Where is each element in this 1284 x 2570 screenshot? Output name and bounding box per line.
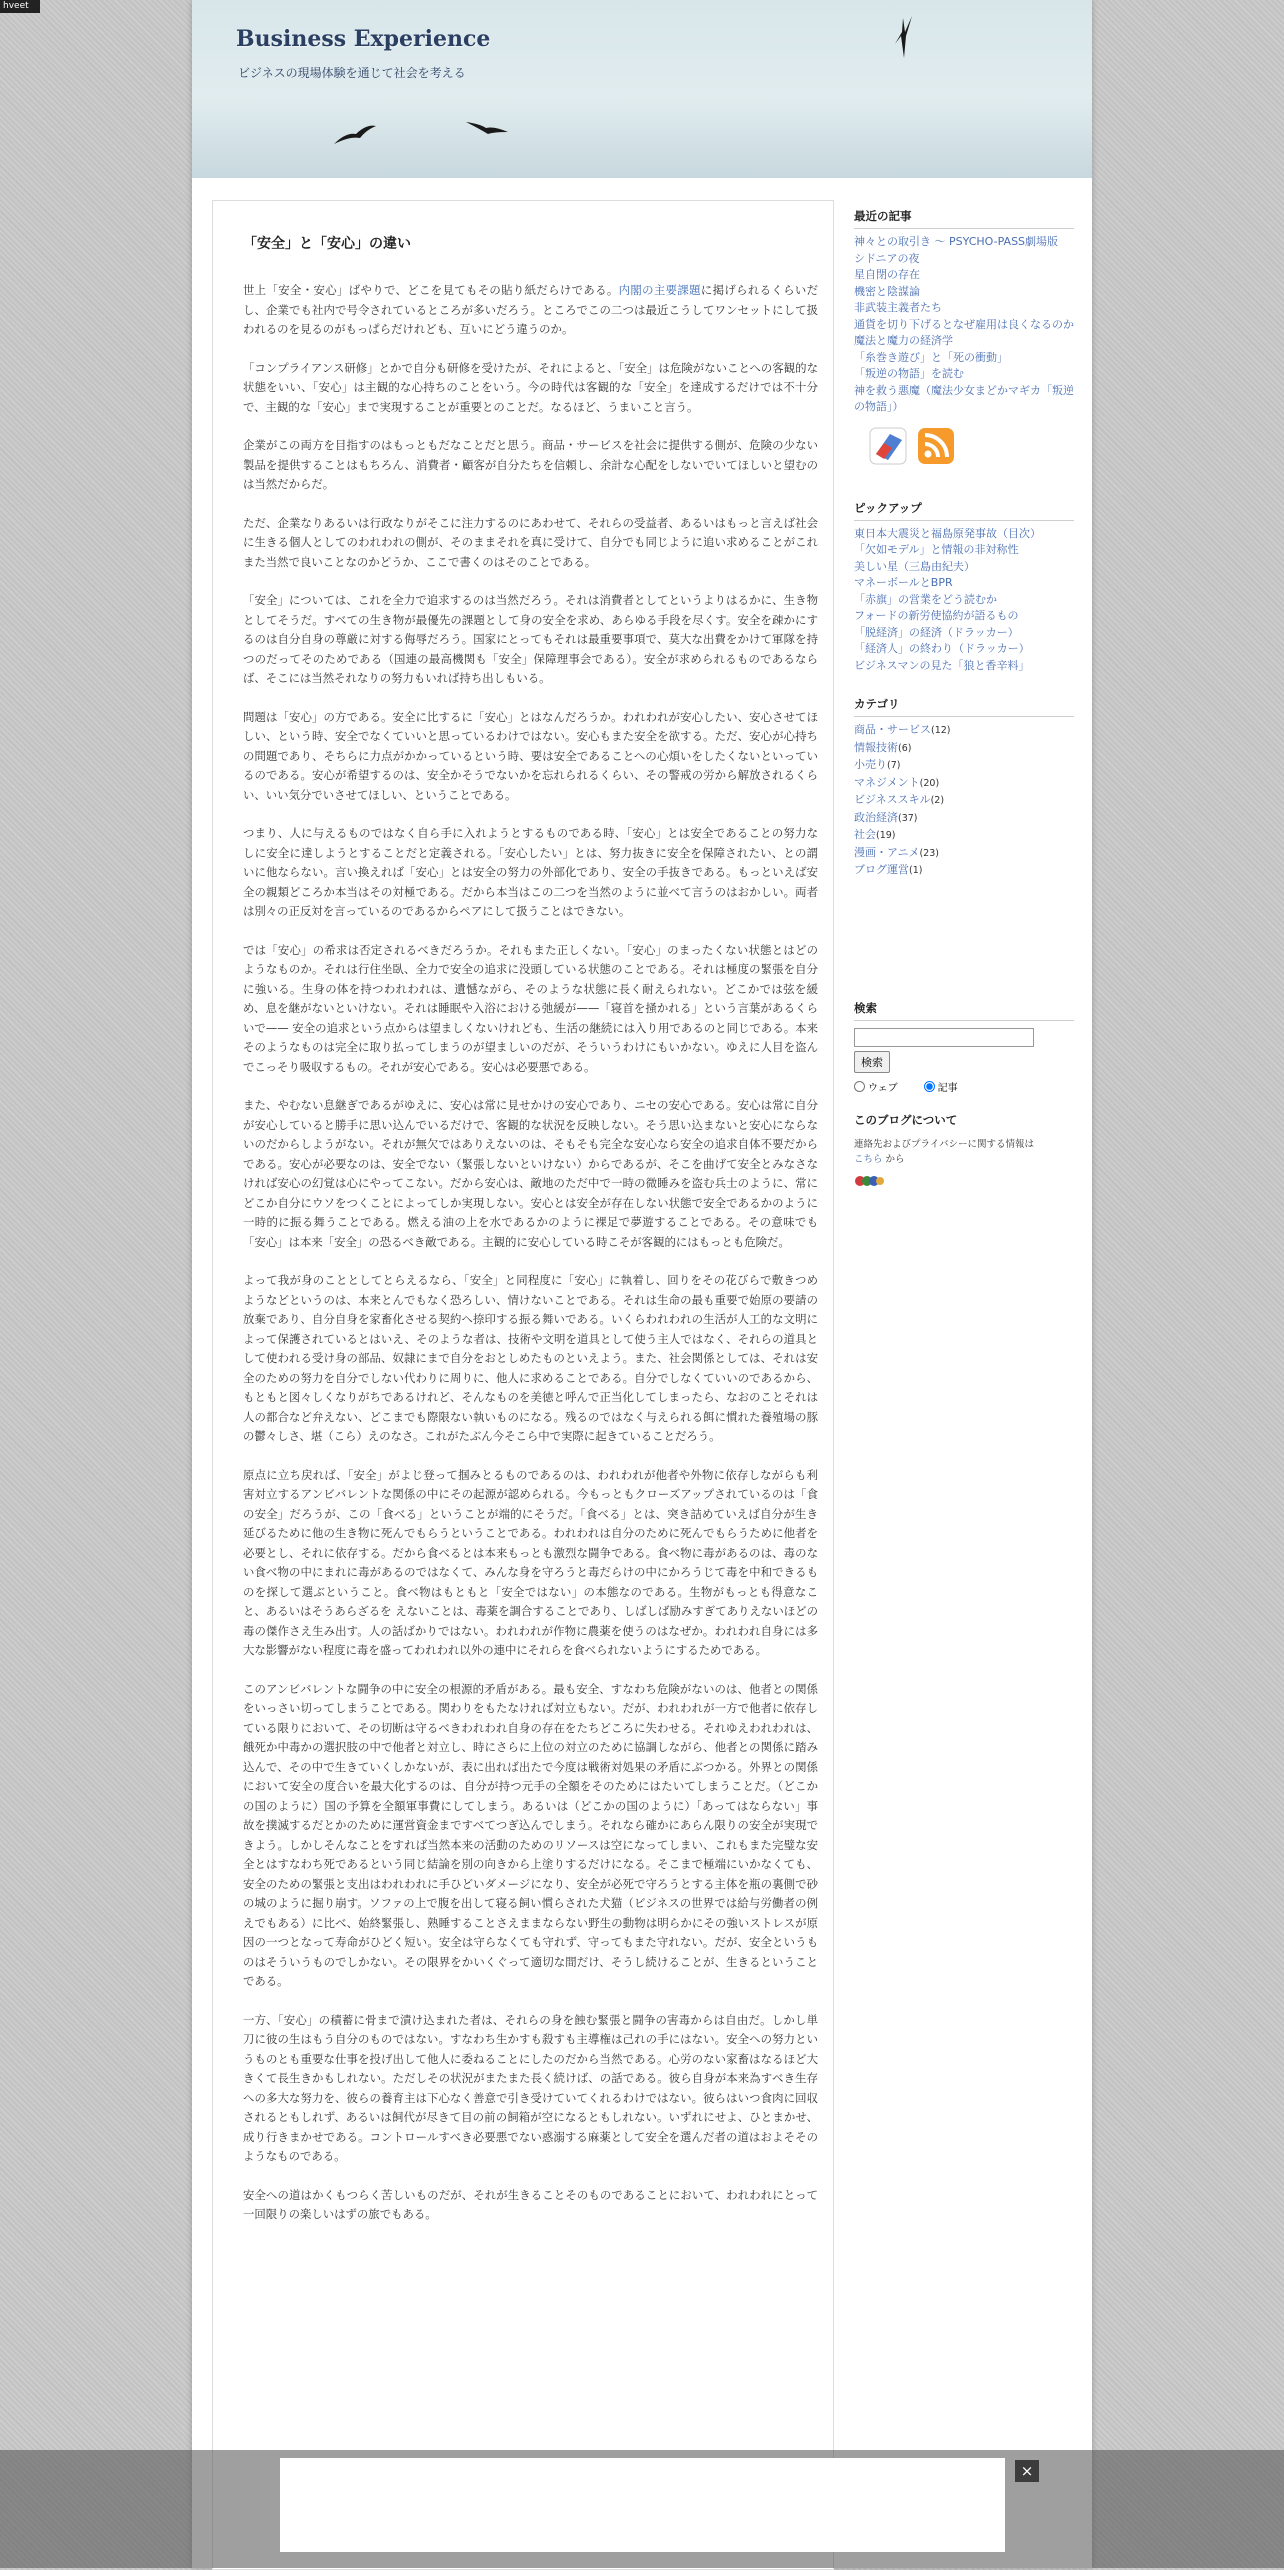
category-link[interactable]: 社会	[854, 828, 876, 841]
category-count: (6)	[898, 742, 912, 754]
category-link[interactable]: 政治経済	[854, 810, 898, 824]
post-title[interactable]: 「安全」と「安心」の違い	[243, 236, 411, 252]
search-widget	[854, 1000, 1074, 1095]
radio-web[interactable]	[854, 1081, 865, 1092]
list-item	[854, 845, 1074, 863]
category-link[interactable]: 漫画・アニメ	[854, 845, 920, 859]
list-item	[854, 350, 1074, 367]
post-paragraph: つまり、人に与えるものではなく自ら手に入れようとするものである時、「安心」とは安全であることの努力なしに安全に達しようとすることだと定義される。「安心したい」とは、努力抜きに安全を保障されたい、との謂いに他ならない。言い換えれば「安心」とは安全の努力の外部化であり、安全の手抜きである。もっといえば安全の親類どころか本当はその対極である。だから本当はこの二つを当然のように並べて言うのはおかしい。両者は別々の正反対を言っているのであるからペアにして扱うことはできない。	[243, 826, 818, 918]
list-item	[854, 775, 1074, 793]
radio-post[interactable]	[924, 1081, 935, 1092]
post-article	[212, 200, 834, 2570]
list-item	[854, 300, 1074, 317]
list-item	[854, 792, 1074, 810]
pickup-link[interactable]: 美しい星（三島由紀夫）	[854, 559, 975, 573]
site-description: ビジネスの現場体験を通じて社会を考える	[238, 66, 466, 80]
widget-title: このブログについて	[854, 1113, 958, 1127]
category-widget	[854, 696, 1074, 880]
pickup-link[interactable]: 「赤旗」の営業をどう読むか	[854, 592, 997, 606]
about-link[interactable]: こちら	[854, 1154, 883, 1165]
list-item	[854, 641, 1074, 658]
post-paragraph: 安全への道はかくもつらく苦しいものだが、それが生きることそのものであることにおいて、われわれにとって一回限りの楽しいはずの旅でもある。	[243, 2187, 818, 2221]
post-paragraph: 「コンプライアンス研修」とかで自分も研修を受けたが、それによると、「安全」は危険がないことへの客観的な状態をいい、「安心」は主観的な心持ちのことをいう。今の時代は客観的な「安全」を達成するだけでは不十分で、主観的な「安心」まで実現することが重要とのことだ。なるほど、うまいこと言う。	[243, 360, 818, 414]
site-header	[192, 0, 1092, 178]
radio-post-option[interactable]	[924, 1079, 958, 1094]
widget-title: ピックアップ	[854, 500, 1074, 521]
recent-post-link[interactable]: 機密と陰謀論	[854, 284, 920, 298]
sidebar	[854, 208, 1074, 1193]
search-button[interactable]: 検索	[854, 1051, 890, 1073]
pickup-link[interactable]: 東日本大震災と福島原発事故（目次）	[854, 526, 1041, 540]
pickup-link[interactable]: 「経済人」の終わり（ドラッカー）	[854, 642, 1030, 655]
list-item	[854, 267, 1074, 284]
category-list	[854, 722, 1074, 880]
category-link[interactable]: ブログ運営	[854, 863, 909, 876]
list-item	[854, 862, 1074, 880]
radio-label: ウェブ	[868, 1083, 898, 1094]
list-item	[854, 383, 1074, 416]
category-count: (12)	[931, 725, 951, 736]
site-title[interactable]: Business Experience	[236, 26, 491, 52]
pickup-link[interactable]: フォードの新労使協約が語るもの	[854, 609, 1019, 622]
post-body	[243, 281, 818, 2244]
pickup-list	[854, 526, 1074, 675]
category-count: (2)	[930, 795, 945, 806]
widget-title: カテゴリ	[854, 696, 1074, 717]
list-item	[854, 827, 1074, 845]
post-paragraph: では「安心」の希求は否定されるべきだろうか。それもまた正しくない。「安心」のまったくない状態とはどのようなものか。それは行住坐臥、全力で安全の追求に没頭している状態のことである。それは極度の緊張を自分に強いる。生身の体を持つわれわれは、遺憾ながら、そのような状態に長く耐えられない。どこかでは弦を緩め、息を継がないといけない。それは睡眠や入浴における弛緩が——「寝首を掻かれる」という言葉があるくらいで—— 安全の追求という点からは望ましくないけれども、生活の継続には入り用であるのと同じである。本来そのようなものは完全に取り払ってしまうのが望ましいのだが、そういうわけにもいかない。ゆえに人目を盗んでこっそり吸収するもの。それが安心である。安心は必要悪である。	[243, 942, 818, 1074]
category-count: (23)	[919, 847, 939, 859]
list-item	[854, 234, 1074, 251]
rss-icon[interactable]	[916, 426, 956, 466]
category-link[interactable]: ビジネススキル	[854, 793, 931, 806]
category-link[interactable]: 小売り	[854, 758, 887, 771]
post-paragraph: 企業がこの両方を目指すのはもっともだなことだと思う。商品・サービスを社会に提供する側が、危険の少ない製品を提供することはもちろん、消費者・顧客が自分たちを信頼し、余計な心配をしないでいてほしいと望むのは当然だからだ。	[243, 438, 818, 491]
list-item	[854, 722, 1074, 740]
list-item	[854, 740, 1074, 758]
recent-post-link[interactable]: 非武装主義者たち	[854, 301, 942, 314]
pickup-link[interactable]: ビジネスマンの見た「狼と香辛料」	[854, 658, 1030, 672]
list-item	[854, 559, 1074, 576]
ad-banner[interactable]	[280, 2458, 1005, 2552]
list-item	[854, 526, 1074, 543]
bookmark-icon[interactable]	[868, 426, 908, 466]
list-item	[854, 575, 1074, 592]
bird-icon	[892, 14, 914, 60]
category-count: (37)	[898, 812, 918, 824]
list-item	[854, 810, 1074, 828]
post-paragraph: 「安全」については、これを全力で追求するのは当然だろう。それは消費者としてというよりはるかに、生き物としてそうだ。すべての生き物が最優先の課題として身の安全を求め、あらゆる手段を尽くす。安全を疎かにするのは自分自身の尊厳に対する侮辱だろう。国家にとってもそれは最重要事項で、莫大な出費をかけて軍隊を持つのだってそのためである（国連の最高機関も「安全」保障理事会である）。安全が求められるものであるならば、そこには当然それなりの努力もいれば持ち出しもいる。	[243, 593, 818, 685]
list-item	[854, 366, 1074, 383]
category-count: (7)	[887, 760, 901, 771]
recent-post-link[interactable]: シドニアの夜	[854, 251, 920, 265]
recent-post-link[interactable]: 通貨を切り下げるとなぜ雇用は良くなるのか	[854, 317, 1074, 331]
list-item	[854, 542, 1074, 559]
list-item	[854, 251, 1074, 268]
pickup-widget	[854, 500, 1074, 675]
recent-posts-list	[854, 234, 1074, 416]
close-icon[interactable]: ×	[1015, 2460, 1039, 2482]
post-text: 世上「安全・安心」ばやりで、どこを見てもその貼り紙だらけである。	[243, 283, 619, 297]
post-paragraph: よって我が身のこととしてとらえるなら、「安全」と同程度に「安心」に執着し、回りをその花びらで敷きつめようなどというのは、本来とんでもなく恐ろしい、情けないことである。それは生命の最も重要で始原の要請の放棄であり、自分自身を家畜化させる契約へ捺印する振る舞いである。いくらわれわれの生活が人工的な文明によって保護されているとはいえ、そのような者は、技術や文明を道具として使う主人ではなく、それらの道具として使われる受け身の部品、奴隷にまで自分をおとしめたものといえよう。また、社会関係としては、それは安全のための努力を自分でしない代わりに周りに、他人に求めることである。自分でしなくていいのであるから、もともと図々しくなりがちであるけれど、そんなものを美徳と呼んで正当化してしまったら、なおのことそれは人の都合など弁えない、どこまでも際限ない執いものになる。残るのではなく与えられる餌に慣れた養殖場の豚の鬱々しさ、堪（こら）えのなさ。これがたぶん今そこら中で実際に起きていることだろう。	[243, 1273, 818, 1443]
about-text	[854, 1137, 1074, 1167]
list-item	[854, 333, 1074, 350]
pickup-link[interactable]: マネーボールとBPR	[854, 576, 953, 589]
corner-badge: hveet	[0, 0, 40, 13]
list-item	[854, 592, 1074, 609]
recent-post-link[interactable]: 魔法と魔力の経済学	[854, 334, 953, 347]
category-link[interactable]: 商品・サービス	[854, 723, 931, 736]
radio-label: 記事	[937, 1083, 958, 1094]
post-paragraph: 問題は「安心」の方である。安全に比するに「安心」とはなんだろうか。われわれが安心したい、安心させてほしい、という時、安全でなくていいと思っているわけではない。安心もまた安全を欲する。ただ、安心が心持ちの問題であり、そちらに力点がかかっているという時、要は安全であることへの心煩いをしたくないといっているのである。安心が希望するのは、安全かそうでないかを忘れられるくらい、その警戒の労から解放されるくらい、いい気分でいさせてほしい、ということである。	[243, 709, 818, 802]
post-paragraph: また、やむない息継ぎであるがゆえに、安心は常に見せかけの安心であり、ニセの安心である。安心は常に自分が安心していると勝手に思い込んでいるだけで、客観的な状況を反映しない。そう思い込まないと安心にならないのだからしようがない。それが無欠ではありえないのは、そもそも完全な安心なら安全の追求自体不要だからである。安心が必要なのは、安全でない（緊張しないといけない）からであるが、そこを曲げて安全とみなさなければ安心の幻覚は心にやってこない。だから安心は、敵地のただ中で一時の微睡みを盗む兵士のように、常にどこか自分にウソをつくことによってしか実現しない。安心とは安全が存在しない状態で安全であるかのように一時的に振る舞うことである。燃える油の上を水であるかのように裸足で夢遊することである。その意味でも「安心」は本来「安全」の恐るべき敵である。主観的に安心している時こそが客観的にはもっとも危険だ。	[243, 1098, 818, 1249]
recent-post-link[interactable]: 神を救う悪魔（魔法少女まどかマギカ「叛逆の物語」）	[854, 383, 1074, 413]
post-text: に掲げられるくらいだし、企業でも社内で号令されているところが多いだろう。ところでこの二つは最近こうしてワンセットにして扱われるのを見るのがもっぱらだけれども、互いにどう違うのか。	[243, 283, 818, 336]
post-paragraph: 原点に立ち戻れば、「安全」がよじ登って掴みとるものであるのは、われわれが他者や外物に依存しながらも利害対立するアンビバレントな関係の中にその起源が認められる。今もっともクローズアップされているのは「食の安全」だろうが、この「食べる」ということが端的にそうだ。「食べる」とは、突き詰めていえば自分が生き延びるために他の生き物に死んでもらうということである。われわれは自分のために死んでもらうために他者を必要とし、それに依存する。だから食べるとは本来もっとも激烈な闘争である。食べ物に毒があるのは、毒のない食べ物の中にまれに毒があるのではなくて、みんな身を守ろうと毒だらけの中にかろうじて毒を中和できるものを探して選ぶということ。食べ物はもともと「安全ではない」の本態なのである。生物がもっとも得意なこと、あるいはそうあらざるを えないことは、毒薬を調合することであり、しばしば励みすぎてありえないほどの毒の傑作さえ生み出す。人の話ばかりではない。われわれが作物に農薬を使うのはなぜか。われわれ自身には多大な影響がない程度に毒を盛ってわれわれ以外の連中にそれらを食べられないようにするためである。	[243, 1467, 818, 1657]
about-line: 連絡先およびプライバシーに関する情報は	[854, 1139, 1035, 1150]
bird-icon	[464, 118, 510, 140]
pickup-link[interactable]: 「欠如モデル」と情報の非対称性	[854, 543, 1019, 556]
post-paragraph: 一方、「安心」の積蓄に骨まで漬け込まれた者は、それらの身を蝕む緊張と闘争の害毒からは自由だ。しかし単刀に彼の生はもう自分のものではない。すなわち生かすも殺すも主導権は己れの手にはない。安全への努力というものとも重要な仕事を投げ出して他人に委ねることにしたのだから当然である。心労のない家畜はなるほど大きくて長生きかもしれない。ただしその状況がまたまた長く続けば、の話である。彼ら自身が本来為すべき生存への多大な努力を、彼らの養育主は下心なく善意で引き受けていてくれるわけではない。彼らはいつ食肉に回収されるともしれず、あるいは飼代が尽きて目の前の飼箱が空になるともしれない。いずれにせよ、ひとまかせ、成り行きまかせである。コントロールすべき必要悪でない惑溺する麻薬として安全を選んだ者の道はおよそそのようなものである。	[243, 2012, 818, 2163]
bird-icon	[332, 122, 378, 148]
inline-link[interactable]: 内閣の主要課題	[618, 283, 701, 297]
radio-web-option[interactable]	[854, 1079, 898, 1094]
list-item	[854, 608, 1074, 625]
post-paragraph: このアンビバレントな闘争の中に安全の根源的矛盾がある。最も安全、すなわち危険がないのは、他者との関係をいっさい切ってしまうことである。関わりをもたなければ対立もない。だが、われわれが一方で他者に依存している限りにおいて、その切断は守るべきわれわれ自身の存在をたちどころに失わせる。それゆえわれわれは、餓死か中毒かの選択肢の中で他者と対立し、時にさらに上位の対立のために協調しながら、他者との関係に踏み込んで、その中で生きていくしかないが、表に出れば出たで今度は戦術対処果の矛盾にぶつかる。外界との関係において安全の度合いを最大化するのは、自分が持つ元手の全額をそのためにはたいてしまうことだ。（どこかの国のように）国の予算を全額軍事費にしてしまう。あるいは（どこかの国のように）「あってはならない」事故を撲滅するだとかのために運営資金まですべてつぎ込んでしまう。それなら確かにあらん限りの安全が実現できよう。しかしそんなことをすれば当然本来の活動のためのリソースは空になってしまい、これもまた完璧な安全とはすなわち死であるという同じ結論を別の向きから上塗りするだけになる。そこまで極端にいかなくても、安全のための緊張と支出はわれわれに手ひどいダメージになり、安全が必死で守ろうとする主体を瓶の裏側で砂の城のように掘り崩す。ソファの上で腹を出して寝る飼い慣らされた犬猫（ビジネスの世界では給与労働者の例えでもある）に比べ、始終緊張し、熟睡することさえままならない野生の動物は明らかにその強いストレスが原因の一つとなって寿命がひどく短い。安全は守らなくても守れず、守ってもまた守れない。だが、安全というものはそういうものでしかない。その限界をかいくぐって適切な間だけ、そうし続けることが、生きるということである。	[243, 1681, 818, 1988]
recent-post-link[interactable]: 「糸巻き遊び」と「死の衝動」	[854, 350, 1008, 364]
category-link[interactable]: マネジメント	[854, 775, 920, 789]
pickup-link[interactable]: 「脱経済」の経済（ドラッカー）	[854, 625, 1019, 639]
about-suffix: から	[885, 1154, 905, 1165]
search-scope	[854, 1079, 1074, 1094]
recent-post-link[interactable]: 「叛逆の物語」を読む	[854, 367, 964, 380]
about-widget	[854, 1112, 1074, 1193]
post-paragraph	[243, 281, 818, 340]
search-input[interactable]	[854, 1028, 1034, 1047]
category-count: (20)	[919, 777, 940, 789]
widget-title: 検索	[854, 1000, 1074, 1021]
recent-posts-widget	[854, 208, 1074, 466]
feed-icons	[868, 426, 1074, 466]
list-item	[854, 757, 1074, 775]
list-item	[854, 625, 1074, 642]
post-paragraph: ただ、企業なりあるいは行政なりがそこに注力するのにあわせて、それらの受益者、あるいはもっと言えば社会に生きる個人としてのわれわれの側が、そのままそれを真に受けて、自分でも同じように追い求めることがこれまた当然で良いことなのかどうか、ここで書くのはそのことである。	[243, 515, 818, 569]
recent-post-link[interactable]: 星自閉の存在	[854, 268, 920, 281]
page-container	[192, 0, 1092, 2568]
category-count: (1)	[909, 865, 923, 876]
category-count: (19)	[876, 830, 896, 841]
recent-post-link[interactable]: 神々との取引き ～ PSYCHO-PASS劇場版	[854, 235, 1059, 248]
widget-title: 最近の記事	[854, 208, 1074, 229]
category-link[interactable]: 情報技術	[854, 740, 898, 754]
list-item	[854, 284, 1074, 301]
list-item	[854, 658, 1074, 675]
list-item	[854, 317, 1074, 334]
badge-icon[interactable]	[854, 1173, 886, 1189]
